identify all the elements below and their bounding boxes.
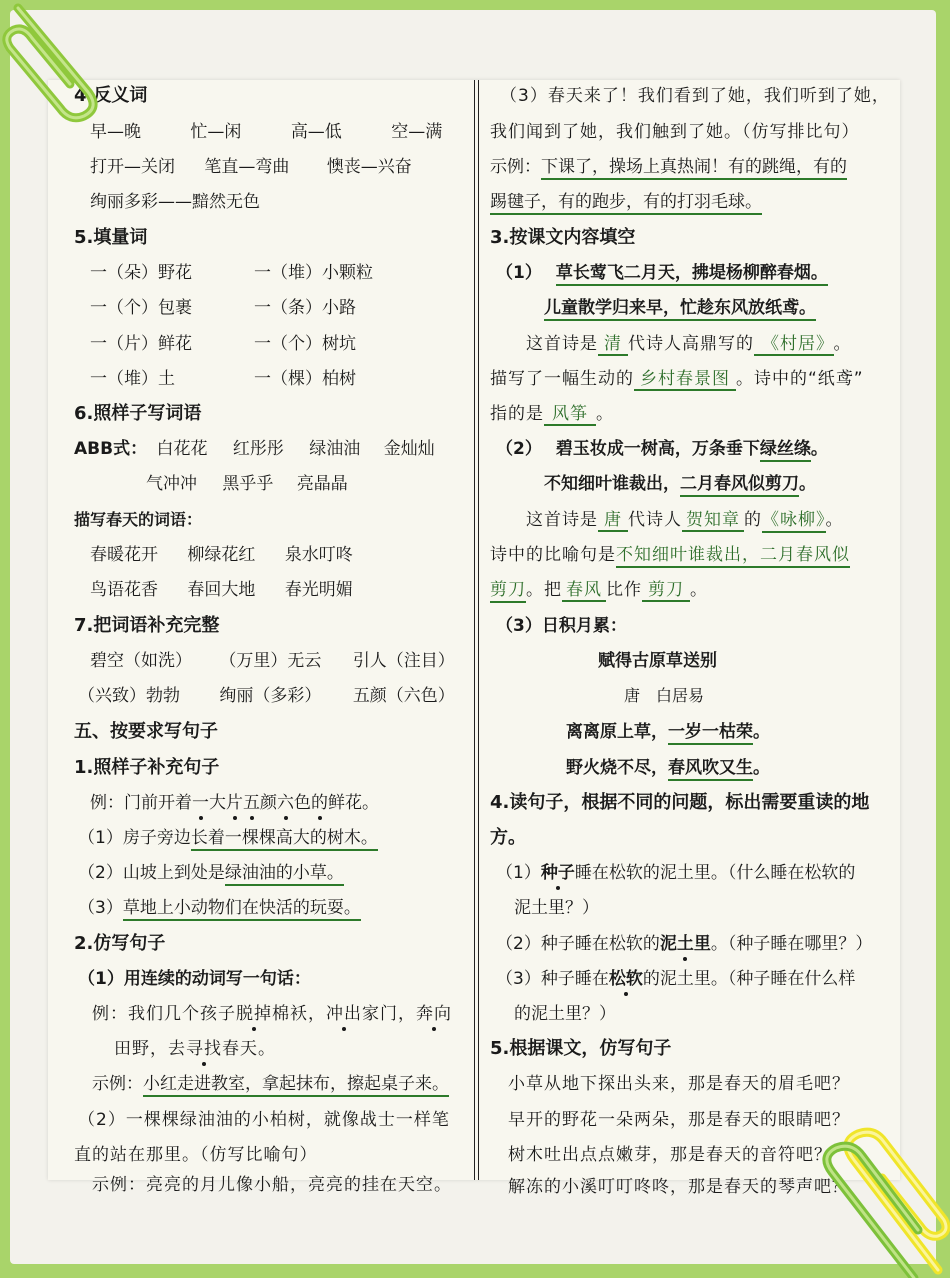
stress-q3-cont: 的泥土里？） [514,1004,616,1024]
parallel-demo-1: 示例：下课了，操场上真热闹！有的跳绳，有的 [490,155,847,179]
abb-row-1: ABB式： 白花花 红彤彤 绿油油 金灿灿 [74,439,435,459]
section-complete-title: 7.把词语补充完整 [74,615,220,636]
parallel-demo-2 [490,190,762,214]
poem3-line-1: 离离原上草，一岁一枯荣。 [566,720,770,744]
left-column [48,80,472,1195]
stress-q1: （1）种子睡在松软的泥土里。（什么睡在松软的 [496,863,856,883]
poem3-line-2: 野火烧不尽，春风吹又生。 [566,756,770,780]
poem-line-underline: 儿童散学归来早，忙趁东风放纸鸢。 [544,298,816,321]
antonyms-row-2 [90,155,412,179]
poem-line-underline: 二月春风似剪刀 [680,474,799,497]
section-fill-text-title: 3.按课文内容填空 [490,227,636,248]
stress-title-2: 方。 [490,827,526,848]
measure-row: 一（个）树坑 [254,334,356,354]
answer-underline: 草地上小动物们在快活的玩耍。 [123,898,361,921]
measure-row: 一（个）包裹 [90,298,192,318]
poem2-fill-3: 剪刀。把 春风 比作 剪刀 。 [490,578,708,602]
parallel-line-2: 我们闻到了她，我们触到了她。（仿写排比句） [490,122,860,142]
sentence-q3: （3）草地上小动物们在快活的玩耍。 [78,896,361,920]
antonym-pair: 打开—关闭 [90,157,175,177]
poem1-fill-2: 描写了一幅生动的 乡村春景图 。诗中的“纸鸢” [490,369,864,389]
poem2-fill-1: 这首诗是 唐 代诗人 贺知章 的《咏柳》。 [526,508,844,532]
measure-row: 一（片）鲜花 [90,334,192,354]
part-five-title: 五、按要求写句子 [74,721,218,742]
imitate-title: 2.仿写句子 [74,933,166,954]
answer-underline: 下课了，操场上真热闹！有的跳绳，有的 [541,157,847,180]
measure-row: 一（棵）柏树 [254,369,356,389]
stress-q2: （2）种子睡在松软的泥土里。（种子睡在哪里？） [496,934,873,954]
imitate-text-title: 5.根据课文，仿写句子 [490,1038,672,1059]
accumulation-title: （3）日积月累： [496,616,627,636]
answer-underline: 长着一棵棵高大的树木。 [191,828,378,851]
answer-underline: 踢毽子，有的跑步，有的打羽毛球。 [490,192,762,215]
poem2-line-1: （2） 碧玉妆成一树高，万条垂下绿丝绦。 [496,437,828,461]
poem3-title: 赋得古原草送别 [598,651,717,671]
stress-title-1: 4.读句子，根据不同的问题，标出需要重读的地 [490,792,870,813]
antonym-pair: 高—低 [290,122,342,142]
sentence-complete-title: 1.照样子补充句子 [74,757,220,778]
poem1-line-2 [544,296,816,320]
antonym-pair: 空—满 [391,122,443,142]
spring-words-label: 描写春天的词语： [74,510,203,529]
antonym-pair: 早—晚 [90,122,141,142]
measure-row: 一（堆）土 [90,369,175,389]
section-words-title: 6.照样子写词语 [74,403,202,424]
sentence-q2: （2）山坡上到处是绿油油的小草。 [78,861,344,885]
poem2-line-2: 不知细叶谁裁出，二月春风似剪刀。 [544,472,816,496]
right-column [480,80,900,1197]
sentence-example: 例：门前开着一大片五颜六色的鲜花。 [90,793,379,813]
antonym-pair: 懊丧—兴奋 [326,157,412,177]
imitate-sub-1: （1）用连续的动词写一句话： [78,969,311,989]
parallel-line-1: （3）春天来了！我们看到了她，我们听到了她， [500,86,890,106]
column-divider [474,80,475,1180]
imitate-example-line-2: 田野，去寻找春天。 [114,1039,276,1059]
stress-q3: （3）种子睡在松软的泥土里。（种子睡在什么样 [496,969,856,989]
antonym-pair: 笔直—弯曲 [204,157,290,177]
spring-row-2: 鸟语花香 春回大地 春光明媚 [90,580,353,600]
complete-row-1: 碧空（如洗） （万里）无云 引人（注目） [90,651,455,671]
imitate-sub-2b: 直的站在那里。（仿写比喻句） [74,1145,318,1165]
measure-row: 一（条）小路 [254,298,356,318]
imitate-text-cut-line: 解冻的小溪叮叮咚咚，那是春天的琴声吧？ [508,1177,850,1197]
imitate-text-line-2: 早开的野花一朵两朵，那是春天的眼睛吧？ [508,1110,850,1130]
imitate-demo: 示例：小红走进教室，拿起抹布，擦起桌子来。 [92,1072,449,1096]
imitate-text-line-1: 小草从地下探出头来，那是春天的眉毛吧？ [508,1074,850,1094]
poem1-line-1: （1） 草长莺飞二月天，拂堤杨柳醉春烟。 [496,261,828,285]
measure-row: 一（堆）小颗粒 [254,263,373,283]
worksheet-page [48,80,900,1197]
stress-q1-cont: 泥土里？） [514,898,599,918]
answer-underline: 小红走进教室，拿起抹布，擦起桌子来。 [143,1074,449,1097]
poem-line-underline: 春风吹又生 [668,758,753,781]
imitate-cut-line: 示例：亮亮的月儿像小船，亮亮的挂在天空。 [92,1175,452,1195]
complete-row-2: （兴致）勃勃 绚丽（多彩） 五颜（六色） [78,686,455,706]
poem3-author: 唐 白居易 [624,686,705,705]
sentence-q1: （1）房子旁边长着一棵棵高大的树木。 [78,826,378,850]
antonym-pair: 忙—闲 [190,122,242,142]
abb-row-2: 气冲冲 黑乎乎 亮晶晶 [146,474,348,494]
poem-line-underline: 草长莺飞二月天，拂堤杨柳醉春烟。 [556,263,828,286]
measure-row: 一（朵）野花 [90,263,192,283]
section-measure-title: 5.填量词 [74,227,148,248]
poem-line-underline: 绿丝绦 [760,439,811,462]
poem1-fill-3: 指的是 风筝 。 [490,404,614,424]
antonyms-row-1 [90,120,442,144]
poem2-fill-2: 诗中的比喻句是不知细叶谁裁出，二月春风似 [490,543,850,567]
answer-underline: 绿油油的小草。 [225,863,344,886]
imitate-example-line-1: 例：我们几个孩子脱掉棉袄，冲出家门，奔向 [92,1004,452,1024]
spring-row-1: 春暖花开 柳绿花红 泉水叮咚 [90,545,353,565]
imitate-text-line-3: 树木吐出点点嫩芽，那是春天的音符吧？ [508,1145,832,1165]
imitate-sub-2: （2）一棵棵绿油油的小柏树，就像战士一样笔 [78,1110,450,1130]
column-divider [478,80,479,1180]
poem1-fill-1: 这首诗是 清 代诗人高鼎写的 《村居》 。 [526,334,852,354]
antonyms-row-3: 绚丽多彩——黯然无色 [90,192,260,212]
section-antonyms-title: 4.反义词 [74,85,148,106]
poem-line-underline: 一岁一枯荣 [668,722,753,745]
